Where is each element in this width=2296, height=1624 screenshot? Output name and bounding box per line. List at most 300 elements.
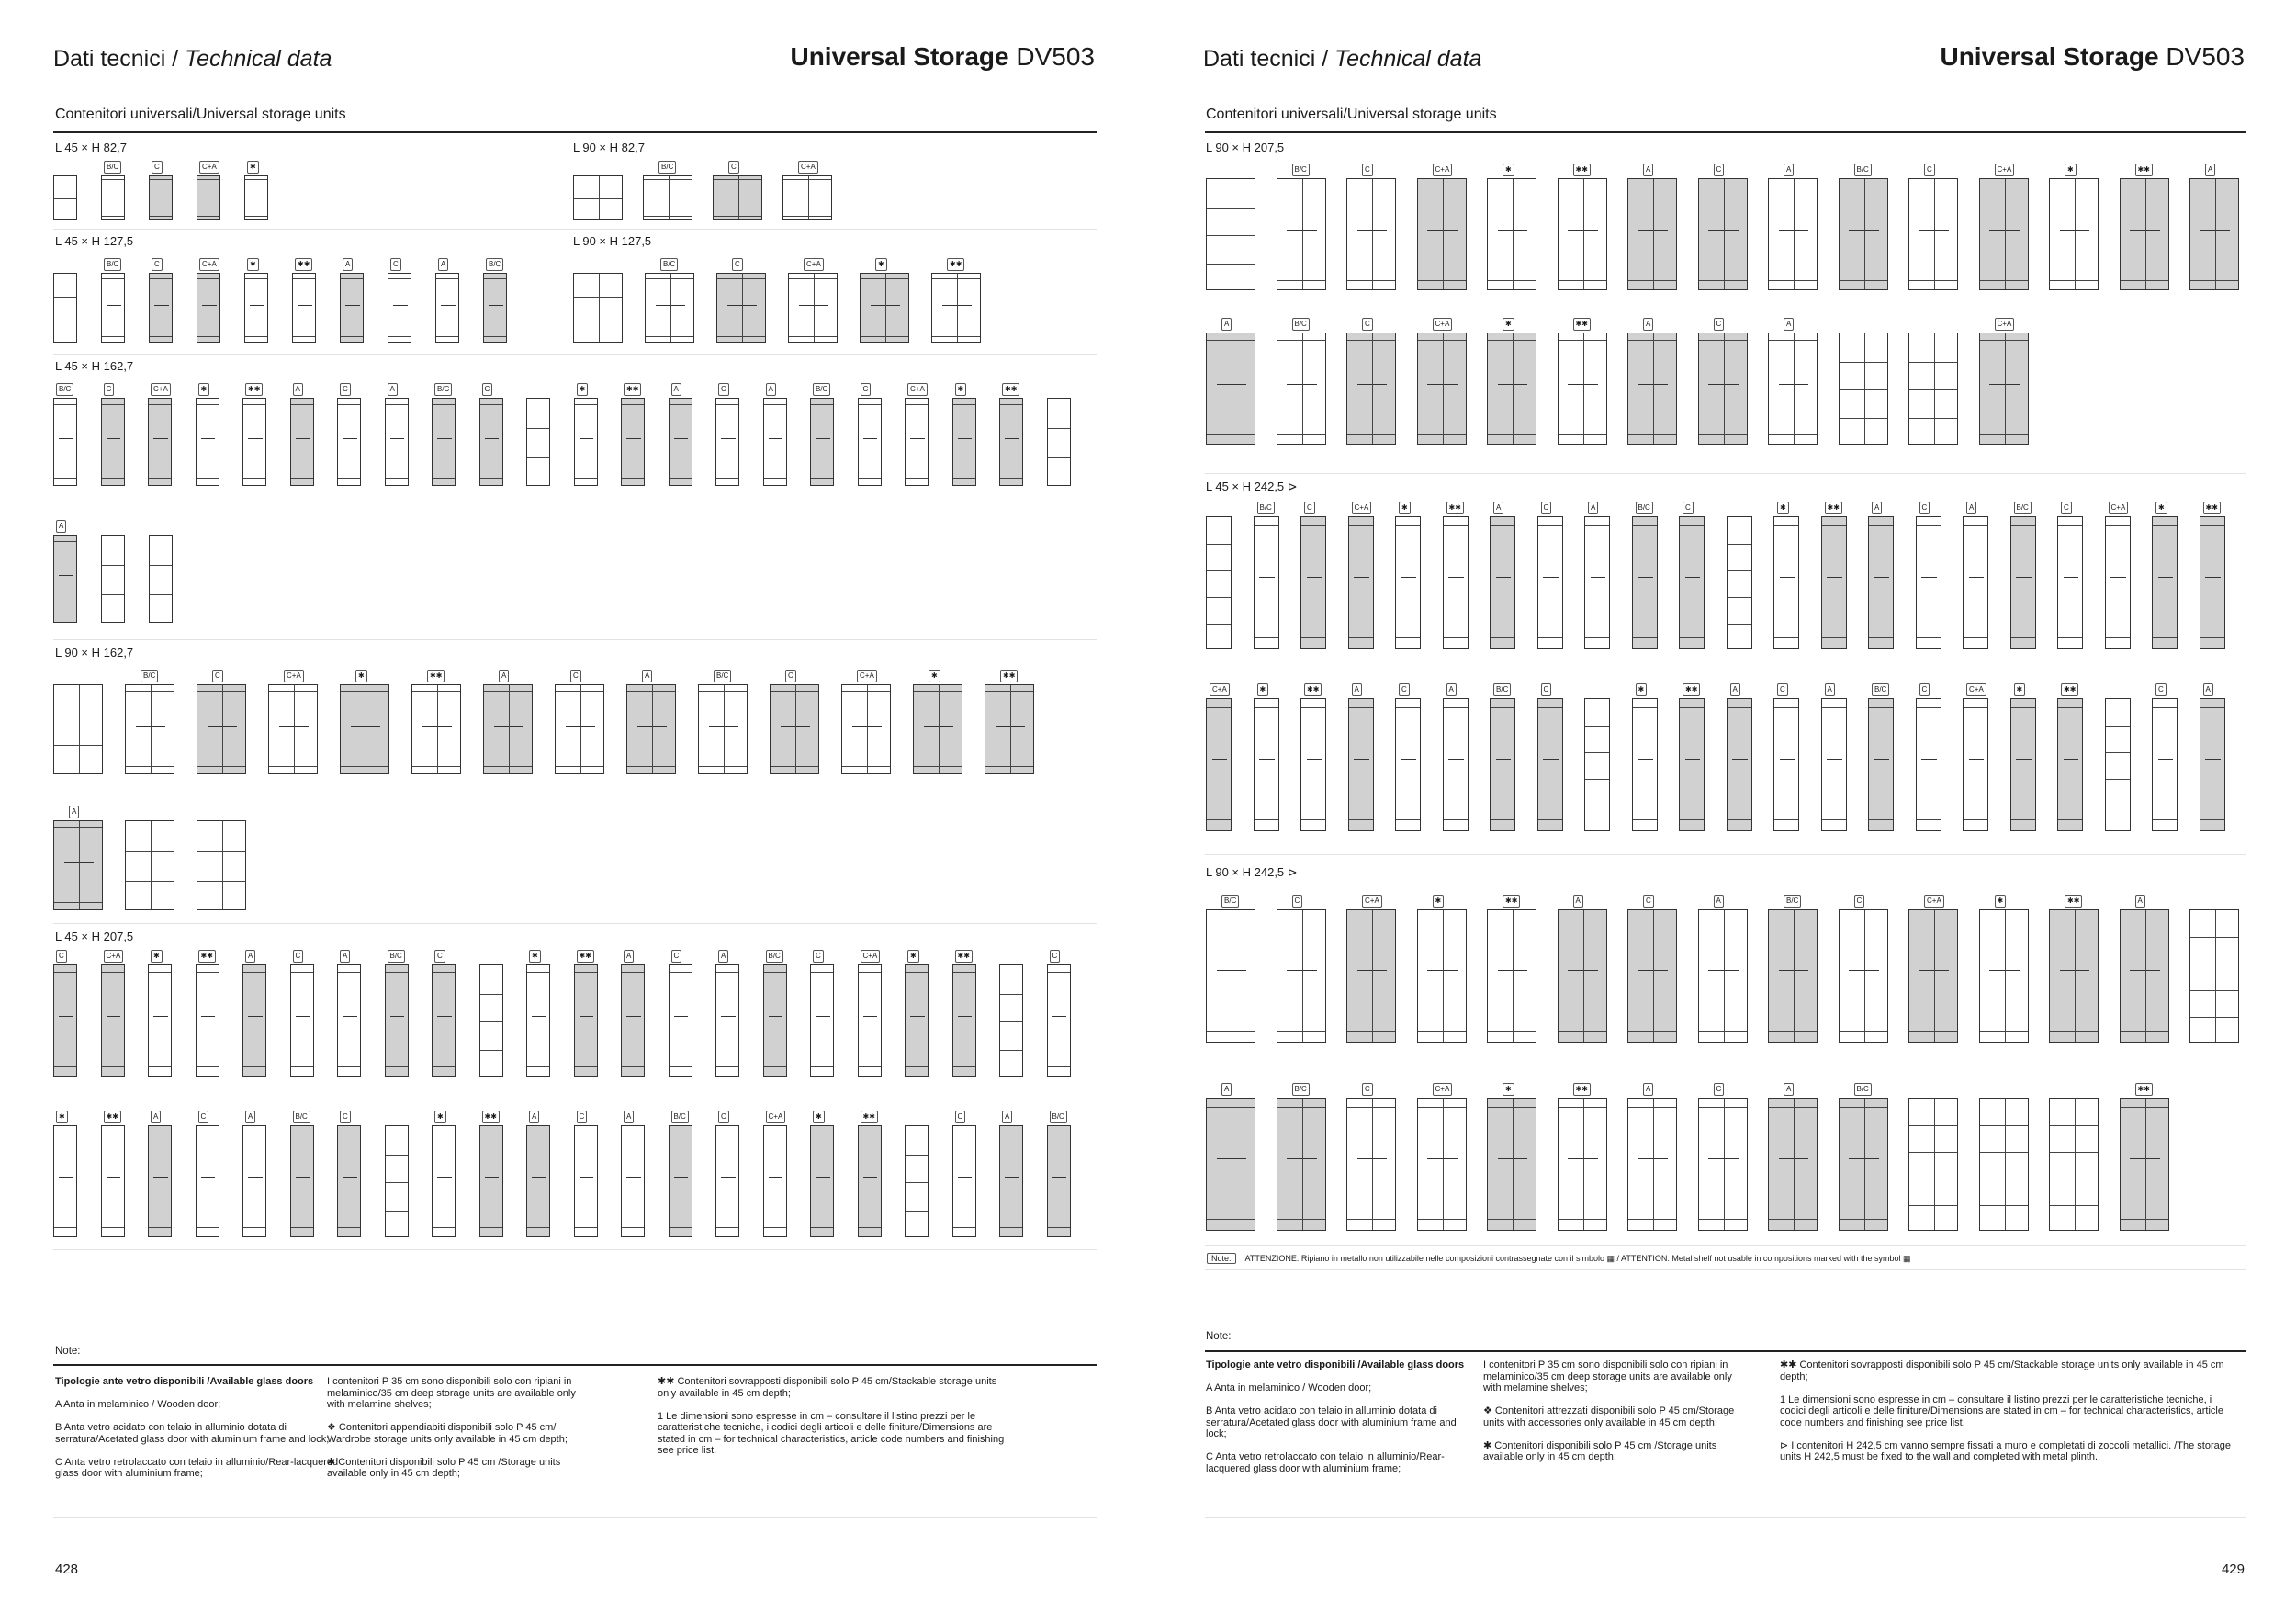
cabinet-drawing <box>1773 516 1799 649</box>
cabinet-drawing <box>244 273 268 343</box>
cabinet-drawing <box>388 273 411 343</box>
cabinet-drawing <box>479 1125 503 1237</box>
door-type-tag: ✱ <box>1503 318 1514 331</box>
door-type-tag: ✱✱ <box>2135 164 2153 176</box>
door-type-tag: C <box>2155 683 2167 696</box>
cabinet-drawing <box>1768 333 1818 445</box>
page-number: 428 <box>55 1562 79 1577</box>
cabinet-drawing <box>858 398 882 486</box>
door-type-tag: C <box>212 670 223 682</box>
door-type-tag: B/C <box>1292 1083 1310 1096</box>
door-type-tag: A <box>343 258 353 271</box>
door-type-tag: C+A <box>804 258 824 271</box>
cabinet-drawing <box>1417 178 1467 290</box>
door-type-tag: A <box>1714 895 1724 908</box>
cabinet-drawing <box>2189 178 2239 290</box>
cabinet-drawing <box>2120 909 2169 1043</box>
cabinet-drawing <box>913 684 962 774</box>
cabinet-drawing <box>1679 516 1705 649</box>
cabinet-drawing <box>715 398 739 486</box>
door-type-tag: ✱ <box>151 950 163 963</box>
door-type-tag: ✱✱ <box>1304 683 1322 696</box>
cabinet-drawing <box>432 398 456 486</box>
cabinet-drawing <box>2010 698 2036 831</box>
door-type-tag: ✱ <box>929 670 940 682</box>
door-type-tag: A <box>245 950 255 963</box>
door-type-tag: ✱✱ <box>861 1111 878 1123</box>
door-type-tag: ✱✱ <box>427 670 445 682</box>
cabinet-drawing <box>337 964 361 1077</box>
cabinet-drawing <box>1916 516 1941 649</box>
cabinet-drawing <box>1490 516 1515 649</box>
door-type-tag: ✱✱ <box>1573 318 1591 331</box>
door-type-tag: C <box>718 383 729 396</box>
door-type-tag: C <box>861 383 872 396</box>
cabinet-drawing <box>1908 178 1958 290</box>
cabinet-drawing <box>101 1125 125 1237</box>
cabinet-drawing <box>385 398 409 486</box>
door-type-tag: C <box>482 383 493 396</box>
cabinet-drawing <box>432 1125 456 1237</box>
notes-column-2: I contenitori P 35 cm sono disponibili solo con ripiani in melaminico/35 cm deep storage units are available only with melamine shelves; ❖ Contenitori appendiabiti disponibili solo P 45 cm/ Wardrobe storage units only available in 45 cm depth; ✱ Contenitori disponibili solo P 45 cm /Storage units available only in 45 cm depth; <box>327 1376 576 1479</box>
door-type-tag: A <box>642 670 652 682</box>
cabinet-drawing <box>1277 909 1326 1043</box>
cabinet-drawing <box>2105 516 2131 649</box>
door-type-tag: B/C <box>1292 164 1310 176</box>
door-type-tag: B/C <box>293 1111 310 1123</box>
cabinet-drawing <box>2120 178 2169 290</box>
cabinet-drawing <box>713 175 762 220</box>
cabinet-drawing <box>337 398 361 486</box>
cabinet-drawing <box>1254 516 1279 649</box>
group-label: L 45 × H 242,5 ⊳ <box>1206 479 1298 493</box>
cabinet-drawing <box>1627 1098 1677 1231</box>
door-type-tag: C <box>104 383 115 396</box>
cabinet-drawing <box>905 398 929 486</box>
cabinet-drawing <box>1395 516 1421 649</box>
door-type-tag: ✱✱ <box>482 1111 500 1123</box>
cabinet-drawing <box>101 398 125 486</box>
cabinet-drawing <box>340 684 389 774</box>
cabinet-drawing <box>1627 333 1677 445</box>
cabinet-drawing <box>999 964 1023 1077</box>
door-type-tag: C <box>1919 502 1930 514</box>
cabinet-drawing <box>1768 1098 1818 1231</box>
cabinet-drawing <box>53 273 77 343</box>
cabinet-drawing <box>290 964 314 1077</box>
cabinet-drawing <box>952 964 976 1077</box>
door-type-tag: B/C <box>56 383 73 396</box>
door-type-tag: ✱ <box>1503 164 1514 176</box>
cabinet-drawing <box>53 398 77 486</box>
door-type-tag: A <box>624 950 634 963</box>
cabinet-drawing <box>125 820 174 910</box>
door-type-tag: ✱✱ <box>1446 502 1464 514</box>
door-type-tag: B/C <box>658 161 676 174</box>
door-type-tag: ✱✱ <box>1573 1083 1591 1096</box>
cabinet-drawing <box>1206 909 1255 1043</box>
cabinet-drawing <box>788 273 838 343</box>
door-type-tag: A <box>1784 1083 1794 1096</box>
header-section-label: Dati tecnici / Technical data <box>1203 46 1482 72</box>
notes-bottom-divider <box>53 1517 1097 1518</box>
door-type-tag: C <box>1399 683 1410 696</box>
door-type-tag: B/C <box>1636 502 1653 514</box>
door-type-tag: B/C <box>1050 1111 1067 1123</box>
cabinet-drawing <box>698 684 748 774</box>
cabinet-drawing <box>2105 698 2131 831</box>
cabinet-drawing <box>148 398 172 486</box>
cabinet-drawing <box>1839 333 1888 445</box>
door-type-tag: ✱✱ <box>577 950 594 963</box>
cabinet-drawing <box>197 684 246 774</box>
group-divider <box>53 229 1097 230</box>
door-type-tag: ✱✱ <box>947 258 964 271</box>
door-type-tag: ✱✱ <box>1002 383 1019 396</box>
door-type-tag: A <box>1643 318 1653 331</box>
cabinet-drawing <box>1679 698 1705 831</box>
cabinet-drawing <box>1417 909 1467 1043</box>
door-type-tag: B/C <box>813 383 830 396</box>
cabinet-drawing <box>770 684 819 774</box>
cabinet-drawing <box>125 684 174 774</box>
cabinet-drawing <box>197 820 246 910</box>
cabinet-drawing <box>101 535 125 623</box>
notes-column-1: Tipologie ante vetro disponibili /Available glass doors A Anta in melaminico / Wooden door; B Anta vetro acidato con telaio in alluminio dotata di serratura/Acetated glass door with aluminium frame and lock; C Anta vetro retrolaccato con telaio in alluminio/Rear-lacquered glass door with aluminium frame; <box>1206 1359 1465 1474</box>
door-type-tag: A <box>1872 502 1882 514</box>
door-type-tag: A <box>1002 1111 1012 1123</box>
notes-title: Note: <box>1206 1331 1232 1342</box>
notes-column-3: ✱✱ Contenitori sovrapposti disponibili solo P 45 cm/Stackable storage units only available in 45 cm depth; 1 Le dimensioni sono espresse in cm – consultare il listino prezzi per le caratteristiche tecniche, i codici degli articoli e delle finiture/Dimensions are stated in cm – for technical characteristics, article code numbers and finishing see price list. <box>658 1376 1005 1456</box>
cabinet-drawing <box>574 398 598 486</box>
cabinet-drawing <box>573 175 623 220</box>
door-type-tag: ✱ <box>1433 895 1445 908</box>
door-type-tag: A <box>2135 895 2145 908</box>
door-type-tag: C <box>198 1111 209 1123</box>
door-type-tag: B/C <box>1292 318 1310 331</box>
notes-bottom-divider <box>1205 1517 2246 1518</box>
cabinet-drawing <box>101 273 125 343</box>
cabinet-drawing <box>244 175 268 220</box>
group-label: L 90 × H 127,5 <box>573 234 652 248</box>
cabinet-drawing <box>411 684 461 774</box>
cabinet-drawing <box>1443 516 1469 649</box>
cabinet-drawing <box>1963 516 1988 649</box>
door-type-tag: C <box>1292 895 1303 908</box>
door-type-tag: C+A <box>1210 683 1230 696</box>
door-type-tag: C <box>1854 895 1865 908</box>
cabinet-drawing <box>1348 698 1374 831</box>
group-label: L 45 × H 207,5 <box>55 930 134 943</box>
door-type-tag: A <box>293 383 303 396</box>
cabinet-drawing <box>1698 1098 1748 1231</box>
cabinet-drawing <box>432 964 456 1077</box>
cabinet-drawing <box>810 398 834 486</box>
cabinet-drawing <box>716 273 766 343</box>
cabinet-drawing <box>621 964 645 1077</box>
cabinet-drawing <box>810 1125 834 1237</box>
cabinet-drawing <box>1839 178 1888 290</box>
cabinet-drawing <box>985 684 1034 774</box>
cabinet-drawing <box>53 684 103 774</box>
cabinet-drawing <box>526 398 550 486</box>
cabinet-drawing <box>1558 909 1607 1043</box>
door-type-tag: C+A <box>861 950 881 963</box>
door-type-tag: C <box>340 1111 351 1123</box>
cabinet-drawing <box>2057 516 2083 649</box>
cabinet-drawing <box>1768 178 1818 290</box>
door-type-tag: ✱ <box>2065 164 2077 176</box>
cabinet-drawing <box>1047 398 1071 486</box>
door-type-tag: ✱ <box>2014 683 2026 696</box>
cabinet-drawing <box>715 1125 739 1237</box>
door-type-tag: ✱✱ <box>104 1111 121 1123</box>
door-type-tag: A <box>1784 318 1794 331</box>
door-type-tag: ✱✱ <box>2203 502 2221 514</box>
cabinet-drawing <box>1047 1125 1071 1237</box>
cabinet-drawing <box>268 684 318 774</box>
cabinet-drawing <box>2189 909 2239 1043</box>
door-type-tag: C <box>2061 502 2072 514</box>
door-type-tag: C+A <box>151 383 171 396</box>
cabinet-drawing <box>1487 178 1536 290</box>
cabinet-drawing <box>483 684 533 774</box>
cabinet-drawing <box>1277 333 1326 445</box>
door-type-tag: B/C <box>486 258 503 271</box>
notes-title: Note: <box>55 1346 81 1357</box>
cabinet-drawing <box>290 1125 314 1237</box>
cabinet-drawing <box>149 273 173 343</box>
cabinet-drawing <box>669 398 692 486</box>
door-type-tag: C <box>434 950 445 963</box>
notes-column-3: ✱✱ Contenitori sovrapposti disponibili solo P 45 cm/Stackable storage units only available in 45 cm depth; 1 Le dimensioni sono espresse in cm – consultare il listino prezzi per le caratteristiche tecniche, i codici degli articoli e delle finiture/Dimensions are stated in cm – for technical characteristics, article code numbers and finishing see price list. ⊳ I contenitori H 242,5 cm vanno sempre fissati a muro e completati di zoccoli metallici. /The storage units H 242,5 must be fixed to the wall and completed with metal plinth. <box>1780 1359 2231 1462</box>
cabinet-drawing <box>1868 516 1894 649</box>
cabinet-drawing <box>1768 909 1818 1043</box>
door-type-tag: C <box>1683 502 1694 514</box>
cabinet-drawing <box>1047 964 1071 1077</box>
door-type-tag: C <box>1924 164 1935 176</box>
cabinet-drawing <box>669 964 692 1077</box>
cabinet-drawing <box>782 175 832 220</box>
door-type-tag: C+A <box>1433 164 1453 176</box>
group-divider <box>1205 854 2246 855</box>
door-type-tag: A <box>56 520 66 533</box>
cabinet-drawing <box>931 273 981 343</box>
group-divider <box>1205 473 2246 474</box>
group-label: L 45 × H 82,7 <box>55 141 127 154</box>
cabinet-drawing <box>1908 909 1958 1043</box>
cabinet-drawing <box>101 175 125 220</box>
door-type-tag: C <box>1541 502 1552 514</box>
door-type-tag: B/C <box>2014 502 2032 514</box>
group-label: L 90 × H 242,5 ⊳ <box>1206 865 1298 879</box>
door-type-tag: C <box>1714 1083 1725 1096</box>
door-type-tag: ✱✱ <box>245 383 263 396</box>
door-type-tag: A <box>1643 164 1653 176</box>
door-type-tag: ✱ <box>907 950 919 963</box>
cabinet-drawing <box>763 964 787 1077</box>
door-type-tag: A <box>766 383 776 396</box>
cabinet-drawing <box>2152 698 2178 831</box>
cabinet-drawing <box>1487 333 1536 445</box>
cabinet-drawing <box>621 398 645 486</box>
cabinet-drawing <box>1490 698 1515 831</box>
door-type-tag: ✱✱ <box>1825 502 1842 514</box>
door-type-tag: A <box>1493 502 1503 514</box>
cabinet-drawing <box>526 1125 550 1237</box>
cabinet-drawing <box>149 535 173 623</box>
notes-column-2: I contenitori P 35 cm sono disponibili solo con ripiani in melaminico/35 cm deep storage units are available only with melamine shelves; ❖ Contenitori attrezzati disponibili solo P 45 cm/Storage units with accessories only available in 45 cm depth; ✱ Contenitori disponibili solo P 45 cm /Storage units available only in 45 cm depth; <box>1483 1359 1735 1462</box>
cabinet-drawing <box>1821 698 1847 831</box>
door-type-tag: C+A <box>857 670 877 682</box>
door-type-tag: ✱✱ <box>2135 1083 2153 1096</box>
cabinet-drawing <box>626 684 676 774</box>
cabinet-drawing <box>763 398 787 486</box>
door-type-tag: B/C <box>1784 895 1801 908</box>
door-type-tag: ✱ <box>875 258 887 271</box>
cabinet-drawing <box>53 820 103 910</box>
cabinet-drawing <box>1839 909 1888 1043</box>
door-type-tag: C+A <box>104 950 124 963</box>
door-type-tag: B/C <box>104 258 121 271</box>
door-type-tag: A <box>1221 1083 1232 1096</box>
door-type-tag: B/C <box>1872 683 1889 696</box>
door-type-tag: B/C <box>104 161 121 174</box>
cabinet-drawing <box>952 1125 976 1237</box>
cabinet-drawing <box>999 1125 1023 1237</box>
door-type-tag: A <box>1446 683 1457 696</box>
header-product-title: Universal Storage DV503 <box>1940 42 2245 71</box>
door-type-tag: B/C <box>1221 895 1239 908</box>
cabinet-drawing <box>1558 1098 1607 1231</box>
door-type-tag: C <box>1777 683 1788 696</box>
cabinet-drawing <box>2200 698 2225 831</box>
door-type-tag: B/C <box>766 950 783 963</box>
cabinet-drawing <box>242 1125 266 1237</box>
cabinet-drawing <box>1627 178 1677 290</box>
warning-divider <box>1205 1269 2246 1270</box>
door-type-tag: C <box>1643 895 1654 908</box>
door-type-tag: A <box>245 1111 255 1123</box>
door-type-tag: ✱ <box>247 161 259 174</box>
cabinet-drawing <box>53 964 77 1077</box>
door-type-tag: A <box>1643 1083 1653 1096</box>
group-divider <box>53 923 1097 924</box>
door-type-tag: C+A <box>199 161 219 174</box>
page-number: 429 <box>2221 1562 2245 1577</box>
cabinet-drawing <box>1206 1098 1255 1231</box>
door-type-tag: A <box>1966 502 1976 514</box>
door-type-tag: ✱ <box>1636 683 1648 696</box>
cabinet-drawing <box>2049 1098 2099 1231</box>
cabinet-drawing <box>860 273 909 343</box>
cabinet-drawing <box>479 964 503 1077</box>
door-type-tag: C <box>732 258 743 271</box>
door-type-tag: C+A <box>907 383 928 396</box>
door-type-tag: A <box>624 1111 634 1123</box>
cabinet-drawing <box>2049 909 2099 1043</box>
cabinet-drawing <box>1300 698 1326 831</box>
cabinet-drawing <box>841 684 891 774</box>
cabinet-drawing <box>1698 333 1748 445</box>
door-type-tag: B/C <box>1854 1083 1872 1096</box>
door-type-tag: C <box>1714 318 1725 331</box>
cabinet-drawing <box>669 1125 692 1237</box>
door-type-tag: A <box>499 670 509 682</box>
cabinet-drawing <box>53 535 77 623</box>
header-product-title: Universal Storage DV503 <box>790 42 1095 71</box>
group-label: L 45 × H 162,7 <box>55 359 134 373</box>
cabinet-drawing <box>2120 1098 2169 1231</box>
door-type-tag: C+A <box>1433 318 1453 331</box>
right-page <box>1148 0 2296 1624</box>
door-type-tag: A <box>2203 683 2213 696</box>
cabinet-drawing <box>1206 178 1255 290</box>
cabinet-drawing <box>196 964 219 1077</box>
cabinet-drawing <box>1487 909 1536 1043</box>
notes-rule <box>53 1364 1097 1366</box>
group-divider <box>53 354 1097 355</box>
cabinet-drawing <box>1698 178 1748 290</box>
cabinet-drawing <box>385 964 409 1077</box>
door-type-tag: C <box>1362 1083 1373 1096</box>
door-type-tag: A <box>2205 164 2215 176</box>
door-type-tag: C <box>1714 164 1725 176</box>
door-type-tag: ✱✱ <box>295 258 312 271</box>
door-type-tag: C <box>152 258 163 271</box>
cabinet-drawing <box>1584 516 1610 649</box>
door-type-tag: ✱ <box>434 1111 446 1123</box>
door-type-tag: A <box>388 383 398 396</box>
cabinet-drawing <box>1979 909 2029 1043</box>
door-type-tag: C+A <box>1433 1083 1453 1096</box>
cabinet-drawing <box>292 273 316 343</box>
cabinet-drawing <box>2152 516 2178 649</box>
cabinet-drawing <box>1537 698 1563 831</box>
door-type-tag: B/C <box>671 1111 689 1123</box>
door-type-tag: A <box>1573 895 1583 908</box>
cabinet-drawing <box>148 1125 172 1237</box>
door-type-tag: C+A <box>798 161 818 174</box>
cabinet-drawing <box>1206 516 1232 649</box>
cabinet-drawing <box>1346 1098 1396 1231</box>
door-type-tag: C+A <box>766 1111 786 1123</box>
cabinet-drawing <box>197 175 220 220</box>
cabinet-drawing <box>1727 516 1752 649</box>
door-type-tag: ✱ <box>355 670 367 682</box>
cabinet-drawing <box>101 964 125 1077</box>
door-type-tag: C+A <box>1966 683 1986 696</box>
cabinet-drawing <box>149 175 173 220</box>
cabinet-drawing <box>1839 1098 1888 1231</box>
cabinet-drawing <box>1417 333 1467 445</box>
section-rule <box>53 131 1097 133</box>
cabinet-drawing <box>1346 909 1396 1043</box>
door-type-tag: A <box>151 1111 161 1123</box>
cabinet-drawing <box>1632 516 1658 649</box>
door-type-tag: ✱✱ <box>2061 683 2078 696</box>
cabinet-drawing <box>858 964 882 1077</box>
door-type-tag: A <box>529 1111 539 1123</box>
door-type-tag: C <box>570 670 581 682</box>
cabinet-drawing <box>763 1125 787 1237</box>
cabinet-drawing <box>242 398 266 486</box>
door-type-tag: A <box>69 806 79 818</box>
door-type-tag: C <box>577 1111 588 1123</box>
door-type-tag: A <box>1352 683 1362 696</box>
door-type-tag: C+A <box>284 670 304 682</box>
door-type-tag: ✱✱ <box>198 950 216 963</box>
